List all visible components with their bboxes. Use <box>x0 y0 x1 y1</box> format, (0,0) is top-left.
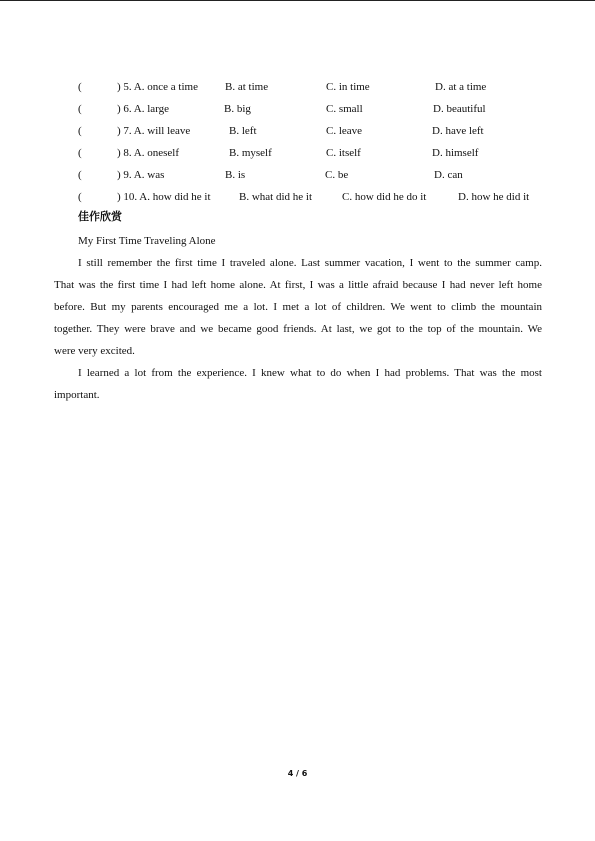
answer-paren: ( <box>78 125 82 137</box>
option-b: B. is <box>225 169 246 181</box>
essay-line: I learned a lot from the experience. I knew what to do when I had problems. That was the most <box>78 367 542 379</box>
answer-paren: ( <box>78 191 82 203</box>
option-c: C. be <box>325 169 349 181</box>
question-row-7 <box>0 123 595 139</box>
option-d: D. how he did it <box>458 191 530 203</box>
option-a: ) 6. A. large <box>117 103 170 115</box>
option-c: C. small <box>326 103 363 115</box>
option-b: B. myself <box>229 147 272 159</box>
option-c: C. how did he do it <box>342 191 427 203</box>
option-a: ) 7. A. will leave <box>117 125 191 137</box>
option-a: ) 10. A. how did he it <box>117 191 211 203</box>
section-heading: 佳作欣赏 <box>78 210 122 223</box>
option-d: D. beautiful <box>433 103 486 115</box>
essay-line: before. But my parents encouraged me a lot. I met a lot of children. We went to climb the mountain <box>54 301 542 313</box>
answer-paren: ( <box>78 81 82 93</box>
option-b: B. big <box>224 103 251 115</box>
question-row-5 <box>0 79 595 95</box>
option-d: D. himself <box>432 147 479 159</box>
essay-line: I still remember the first time I traveled alone. Last summer vacation, I went to the summer camp. <box>78 257 542 269</box>
question-row-9 <box>0 167 595 183</box>
option-a: ) 9. A. was <box>117 169 165 181</box>
option-d: D. can <box>434 169 463 181</box>
option-a: ) 5. A. once a time <box>117 81 198 93</box>
question-row-10 <box>0 189 595 205</box>
option-d: D. have left <box>432 125 484 137</box>
page-number: 4 / 6 <box>287 769 308 778</box>
option-d: D. at a time <box>435 81 487 93</box>
option-c: C. itself <box>326 147 361 159</box>
essay-line: were very excited. <box>54 345 135 357</box>
option-b: B. at time <box>225 81 269 93</box>
option-c: C. leave <box>326 125 363 137</box>
option-a: ) 8. A. oneself <box>117 147 180 159</box>
answer-paren: ( <box>78 169 82 181</box>
essay-title: My First Time Traveling Alone <box>78 235 216 247</box>
answer-paren: ( <box>78 103 82 115</box>
option-b: B. what did he it <box>239 191 313 203</box>
essay-line: That was the first time I had left home alone. At first, I was a little afraid because I had never left home <box>54 279 542 291</box>
top-border-line <box>0 0 595 1</box>
essay-line: important. <box>54 389 100 401</box>
answer-paren: ( <box>78 147 82 159</box>
question-row-8 <box>0 145 595 161</box>
question-row-6 <box>0 101 595 117</box>
essay-line: together. They were brave and we became good friends. At last, we got to the top of the mountain. We <box>54 323 542 335</box>
option-b: B. left <box>229 125 257 137</box>
option-c: C. in time <box>326 81 370 93</box>
